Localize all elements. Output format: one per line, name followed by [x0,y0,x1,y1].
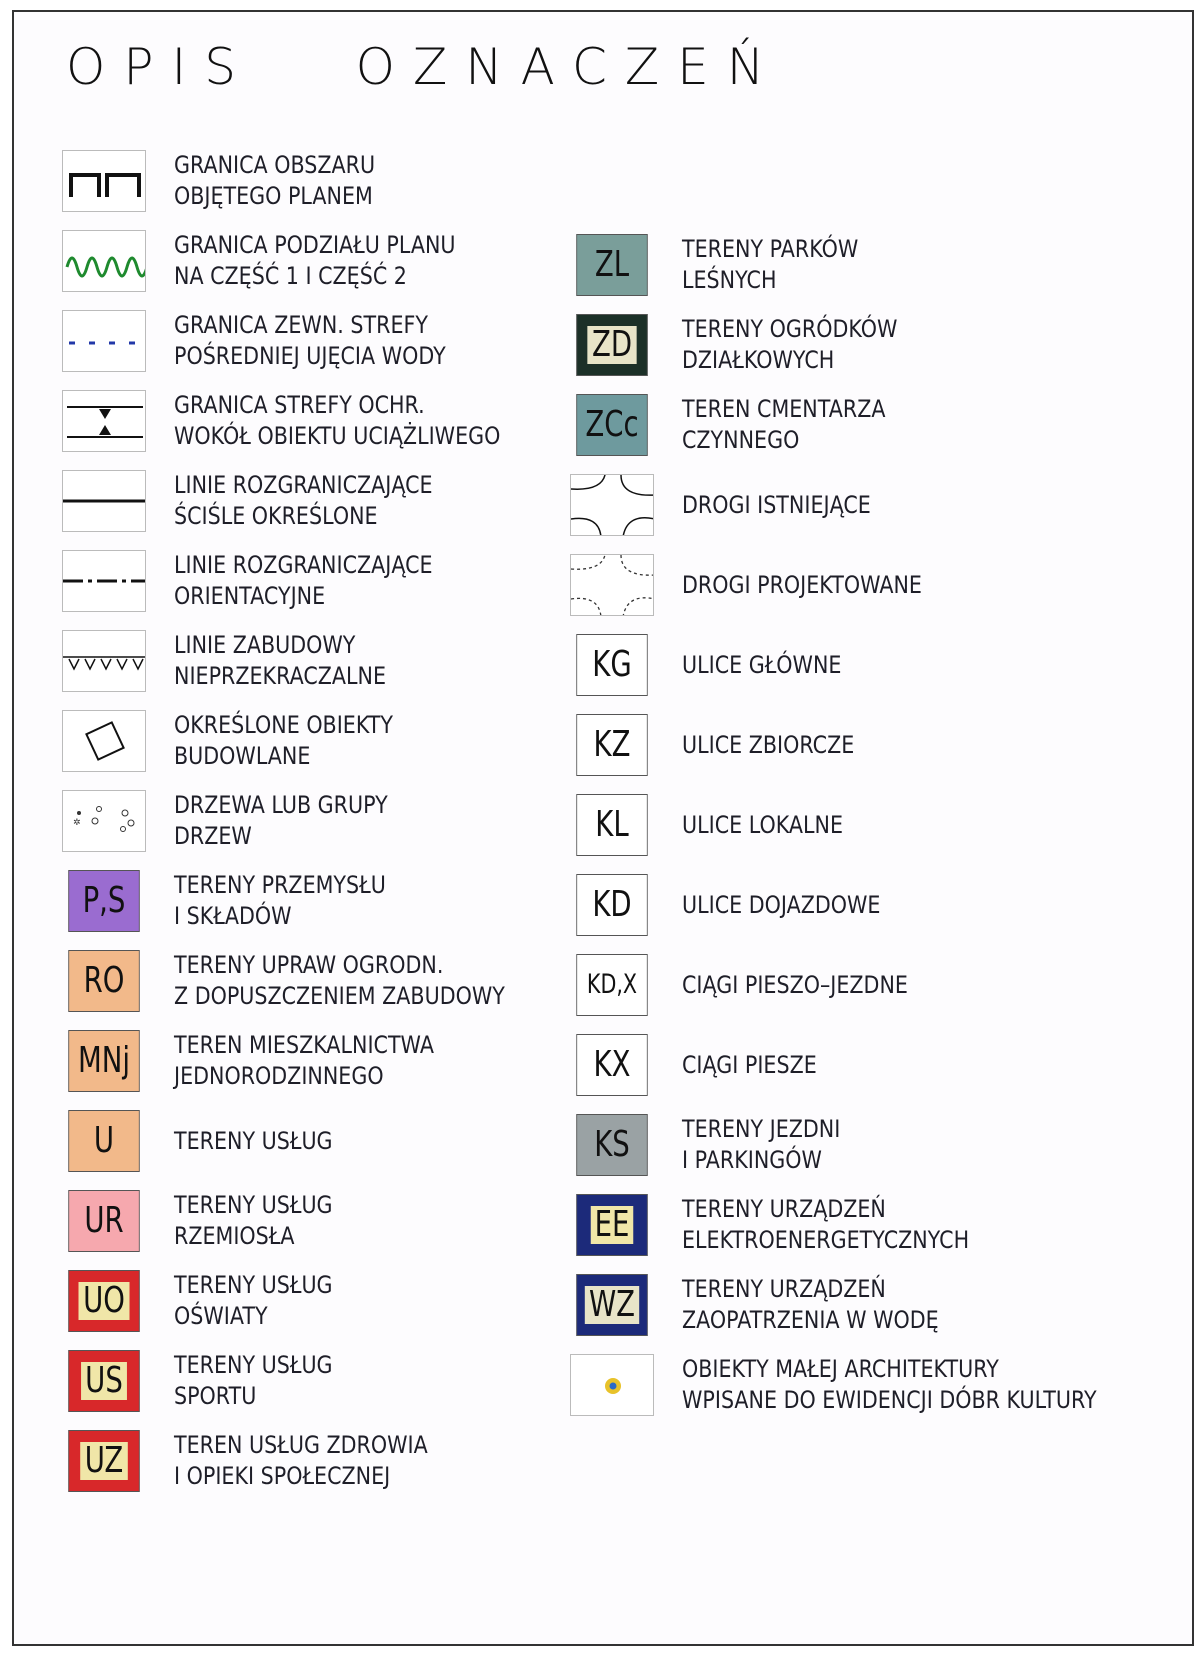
legend-swatch-ur [68,1190,139,1252]
legend-code: MNj [77,1040,130,1081]
legend-label-line: POŚREDNIEJ UJĘCIA WODY [174,342,446,370]
legend-swatch-us [68,1350,139,1412]
trees-icon [62,790,146,852]
legend-label [174,870,386,932]
legend-item-ks [570,1114,1170,1176]
legend-label [174,470,433,532]
legend-label-line: GRANICA PODZIAŁU PLANU [174,231,456,259]
legend-code: US [81,1362,127,1400]
legend-label-line: TERENY URZĄDZEŃ [682,1275,886,1303]
legend-label-line: LEŚNYCH [682,266,777,294]
legend-label-line: NA CZĘŚĆ 1 I CZĘŚĆ 2 [174,262,407,290]
legend-label [682,1354,1097,1416]
sawtooth-line-icon [62,630,146,692]
legend-label-line: BUDOWLANE [174,742,311,770]
legend-label [174,1126,333,1157]
legend-code: P,S [82,880,126,921]
legend-label-line: LINIE ZABUDOWY [174,631,356,659]
legend-item-linie-scisle [62,470,582,532]
legend-label [682,890,880,921]
legend-swatch-ks [576,1114,647,1176]
legend-item-kx [570,1034,1170,1096]
legend-swatch-kd [576,874,647,936]
boundary-icon [62,150,146,212]
existing-roads-icon [570,474,654,536]
legend-item-u [62,1110,582,1172]
legend-item-zl [570,234,1170,296]
svg-text:✲: ✲ [73,818,81,828]
legend-label-line: ULICE GŁÓWNE [682,651,842,679]
legend-swatch-kx [576,1034,647,1096]
legend-label-line: TEREN CMENTARZA [682,395,886,423]
legend-label-line: WPISANE DO EWIDENCJI DÓBR KULTURY [682,1386,1097,1414]
legend-item-granica-obszaru [62,150,582,212]
legend-label [174,950,505,1012]
legend-label-line: DROGI ISTNIEJĄCE [682,491,871,519]
legend-label [174,790,388,852]
legend-code: RO [83,960,125,1001]
legend-item-kg [570,634,1170,696]
legend-swatch-zcc [576,394,647,456]
legend-code: UR [84,1200,124,1241]
legend-label [174,1270,333,1332]
legend-code: KD [592,884,632,925]
legend-swatch-zl [576,234,647,296]
legend-label-line: WOKÓŁ OBIEKTU UCIĄŻLIWEGO [174,422,501,450]
legend-label-line: TERENY USŁUG [174,1127,333,1155]
legend-swatch-ee [576,1194,647,1256]
dashed-blue-line-icon [62,310,146,372]
legend-item-kd [570,874,1170,936]
legend-swatch-kg [576,634,647,696]
legend-label-line: SPORTU [174,1382,257,1410]
legend-code: ZL [594,244,630,285]
legend-label-line: ULICE DOJAZDOWE [682,891,881,919]
legend-item-obiekty-budowlane [62,710,582,772]
legend-swatch-wz [576,1274,647,1336]
legend-label-line: TERENY JEZDNI [682,1115,841,1143]
legend-label [682,394,885,456]
legend-label [174,230,456,292]
solid-line-icon [62,470,146,532]
legend-label-line: OBIEKTY MAŁEJ ARCHITEKTURY [682,1355,999,1383]
legend-item-kz [570,714,1170,776]
legend-code: KG [592,644,632,685]
legend-code: EE [590,1206,633,1244]
legend-item-uz [62,1430,582,1492]
legend-item-granica-strefy-wody [62,310,582,372]
legend-code: U [93,1120,115,1161]
legend-code: UO [79,1282,129,1320]
legend-swatch-u [68,1110,139,1172]
legend-label-line: ŚCIŚLE OKREŚLONE [174,502,378,530]
legend-title: OPIS OZNACZEŃ [66,38,783,96]
legend-label [682,1194,969,1256]
legend-label [682,730,854,761]
legend-label [682,314,897,376]
legend-code: KX [593,1044,631,1085]
legend-code: ZD [588,326,637,364]
legend-label-line: Z DOPUSZCZENIEM ZABUDOWY [174,982,505,1010]
legend-item-kdx [570,954,1170,1016]
legend-label-line: ULICE ZBIORCZE [682,731,855,759]
legend-code: KD,X [586,969,638,1000]
legend-code: KS [594,1124,630,1165]
planned-roads-icon [570,554,654,616]
legend-label-line: TERENY PRZEMYSŁU [174,871,386,899]
legend-label [174,630,386,692]
legend-label-line: DRZEW [174,822,252,850]
legend-label [174,150,375,212]
legend-label-line: OŚWIATY [174,1302,268,1330]
legend-label-line: OKREŚLONE OBIEKTY [174,711,394,739]
legend-label-line: RZEMIOSŁA [174,1222,295,1250]
legend-label-line: TERENY PARKÓW [682,235,859,263]
legend-label-line: GRANICA ZEWN. STREFY [174,311,428,339]
triangle-lines-icon [62,390,146,452]
legend-swatch-ps [68,870,139,932]
legend-label-line: DZIAŁKOWYCH [682,346,835,374]
legend-item-granica-podzialu [62,230,582,292]
legend-label [682,970,908,1001]
monument-dot-icon [570,1354,654,1416]
legend-swatch-uo [68,1270,139,1332]
legend-code: ZCc [585,404,639,445]
legend-label-line: TEREN USŁUG ZDROWIA [174,1431,428,1459]
legend-label-line: GRANICA STREFY OCHR. [174,391,425,419]
legend-swatch-zd [576,314,647,376]
legend-label [174,550,433,612]
legend-label [174,390,500,452]
rotated-square-icon [62,710,146,772]
legend-label [174,710,393,772]
legend-label-line: LINIE ROZGRANICZAJĄCE [174,551,433,579]
dash-line-icon [62,550,146,612]
legend-label-line: I OPIEKI SPOŁECZNEJ [174,1462,391,1490]
legend-label-line: I SKŁADÓW [174,902,292,930]
legend-label-line: TERENY USŁUG [174,1271,333,1299]
legend-label-line: ORIENTACYJNE [174,582,326,610]
legend-item-linie-zabudowy [62,630,582,692]
legend-label [682,810,843,841]
legend-item-wz [570,1274,1170,1336]
legend-label-line: TEREN MIESZKALNICTWA [174,1031,434,1059]
legend-label [682,1114,840,1176]
legend-item-linie-orientacyjne [62,550,582,612]
legend-item-ee [570,1194,1170,1256]
legend-swatch-kl [576,794,647,856]
legend-label-line: CZYNNEGO [682,426,800,454]
legend-label [682,1274,939,1336]
legend-item-drzewa [62,790,582,852]
legend-item-uo [62,1270,582,1332]
legend-label-line: CIĄGI PIESZE [682,1051,817,1079]
legend-label-line: DROGI PROJEKTOWANE [682,571,922,599]
legend-code: KL [595,804,629,845]
legend-label-line: TERENY USŁUG [174,1191,333,1219]
legend-item-mnj [62,1030,582,1092]
legend-item-zd [570,314,1170,376]
legend-label-line: DRZEWA LUB GRUPY [174,791,388,819]
legend-item-drogi-istniejace [570,474,1170,536]
legend-label-line: GRANICA OBSZARU [174,151,376,179]
legend-label [682,1050,817,1081]
legend-swatch-mnj [68,1030,139,1092]
legend-item-ur [62,1190,582,1252]
legend-item-obiekty-architektury [570,1354,1170,1416]
legend-label-line: OBJĘTEGO PLANEM [174,182,373,210]
legend-label-line: TERENY USŁUG [174,1351,333,1379]
legend-item-us [62,1350,582,1412]
legend-label-line: LINIE ROZGRANICZAJĄCE [174,471,433,499]
legend-swatch-kdx [576,954,647,1016]
legend-code: WZ [585,1286,640,1324]
legend-label-line: ULICE LOKALNE [682,811,843,839]
legend-label-line: TERENY URZĄDZEŃ [682,1195,886,1223]
legend-label-line: CIĄGI PIESZO–JEZDNE [682,971,908,999]
legend-item-zcc [570,394,1170,456]
legend-label-line: ELEKTROENERGETYCZNYCH [682,1226,970,1254]
legend-item-ps [62,870,582,932]
legend-code: UZ [81,1442,128,1480]
legend-label-line: TERENY OGRÓDKÓW [682,315,898,343]
legend-label [174,1030,434,1092]
legend-swatch-ro [68,950,139,1012]
legend-item-ro [62,950,582,1012]
legend-label [174,1350,333,1412]
legend-label-line: ZAOPATRZENIA W WODĘ [682,1306,939,1334]
legend-label [174,1430,428,1492]
legend-item-granica-strefy-ochr [62,390,582,452]
legend-label [174,310,446,372]
legend-label-line: NIEPRZEKRACZALNE [174,662,386,690]
wave-line-icon [62,230,146,292]
legend-label [682,650,841,681]
legend-label [682,234,858,296]
legend-swatch-uz [68,1430,139,1492]
legend-item-drogi-projektowane [570,554,1170,616]
legend-label [682,570,922,601]
legend-label-line: TERENY UPRAW OGRODN. [174,951,444,979]
legend-code: KZ [593,724,631,765]
legend-label [682,490,871,521]
legend-label-line: JEDNORODZINNEGO [174,1062,384,1090]
legend-label [174,1190,333,1252]
legend-label-line: I PARKINGÓW [682,1146,822,1174]
legend-swatch-kz [576,714,647,776]
legend-item-kl [570,794,1170,856]
